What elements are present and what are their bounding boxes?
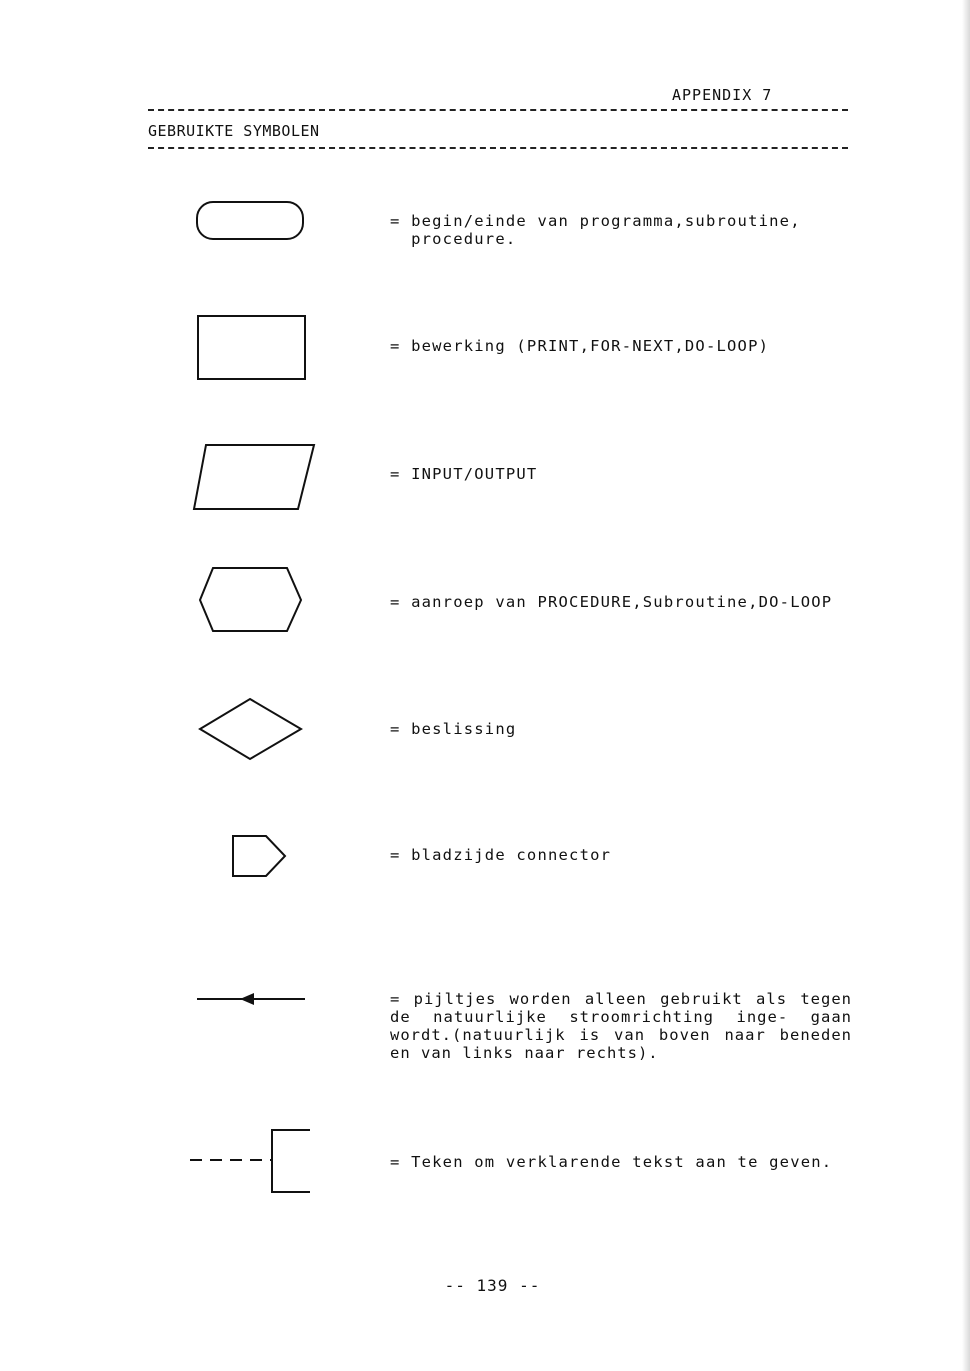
symbol-description-decision: = beslissing: [390, 720, 517, 738]
symbol-description-process: = bewerking (PRINT,FOR-NEXT,DO-LOOP): [390, 337, 770, 355]
symbol-description-arrow: = pijltjes worden alleen gebruikt als tegen de natuurlijke stroomrichting inge- gaan wordt.(natuurlijk is van boven naar beneden en van links naar rechts).: [390, 990, 852, 1062]
process-rectangle-icon: [196, 314, 308, 382]
symbol-description-annotation: = Teken om verklarende tekst aan te geven.: [390, 1153, 833, 1171]
predefined-process-hexagon-icon: [197, 566, 305, 634]
terminator-icon: [195, 200, 307, 242]
decision-diamond-icon: [197, 697, 305, 763]
header-rule-bottom: [148, 147, 848, 149]
flow-arrow-icon: [196, 989, 308, 1009]
symbol-description-terminator: = begin/einde van programma,subroutine, procedure.: [390, 212, 801, 248]
symbol-description-connector: = bladzijde connector: [390, 846, 612, 864]
appendix-label: APPENDIX 7: [672, 86, 773, 104]
annotation-bracket-icon: [188, 1127, 313, 1197]
page-edge-shadow: [962, 0, 970, 1371]
header-rule-top: [148, 109, 848, 111]
page-connector-icon: [231, 834, 291, 880]
section-title: GEBRUIKTE SYMBOLEN: [148, 122, 320, 140]
symbol-description-input-output: = INPUT/OUTPUT: [390, 465, 538, 483]
input-output-parallelogram-icon: [192, 443, 317, 513]
symbol-description-hexagon: = aanroep van PROCEDURE,Subroutine,DO-LOOP: [390, 593, 833, 611]
page-number: -- 139 --: [444, 1276, 541, 1295]
